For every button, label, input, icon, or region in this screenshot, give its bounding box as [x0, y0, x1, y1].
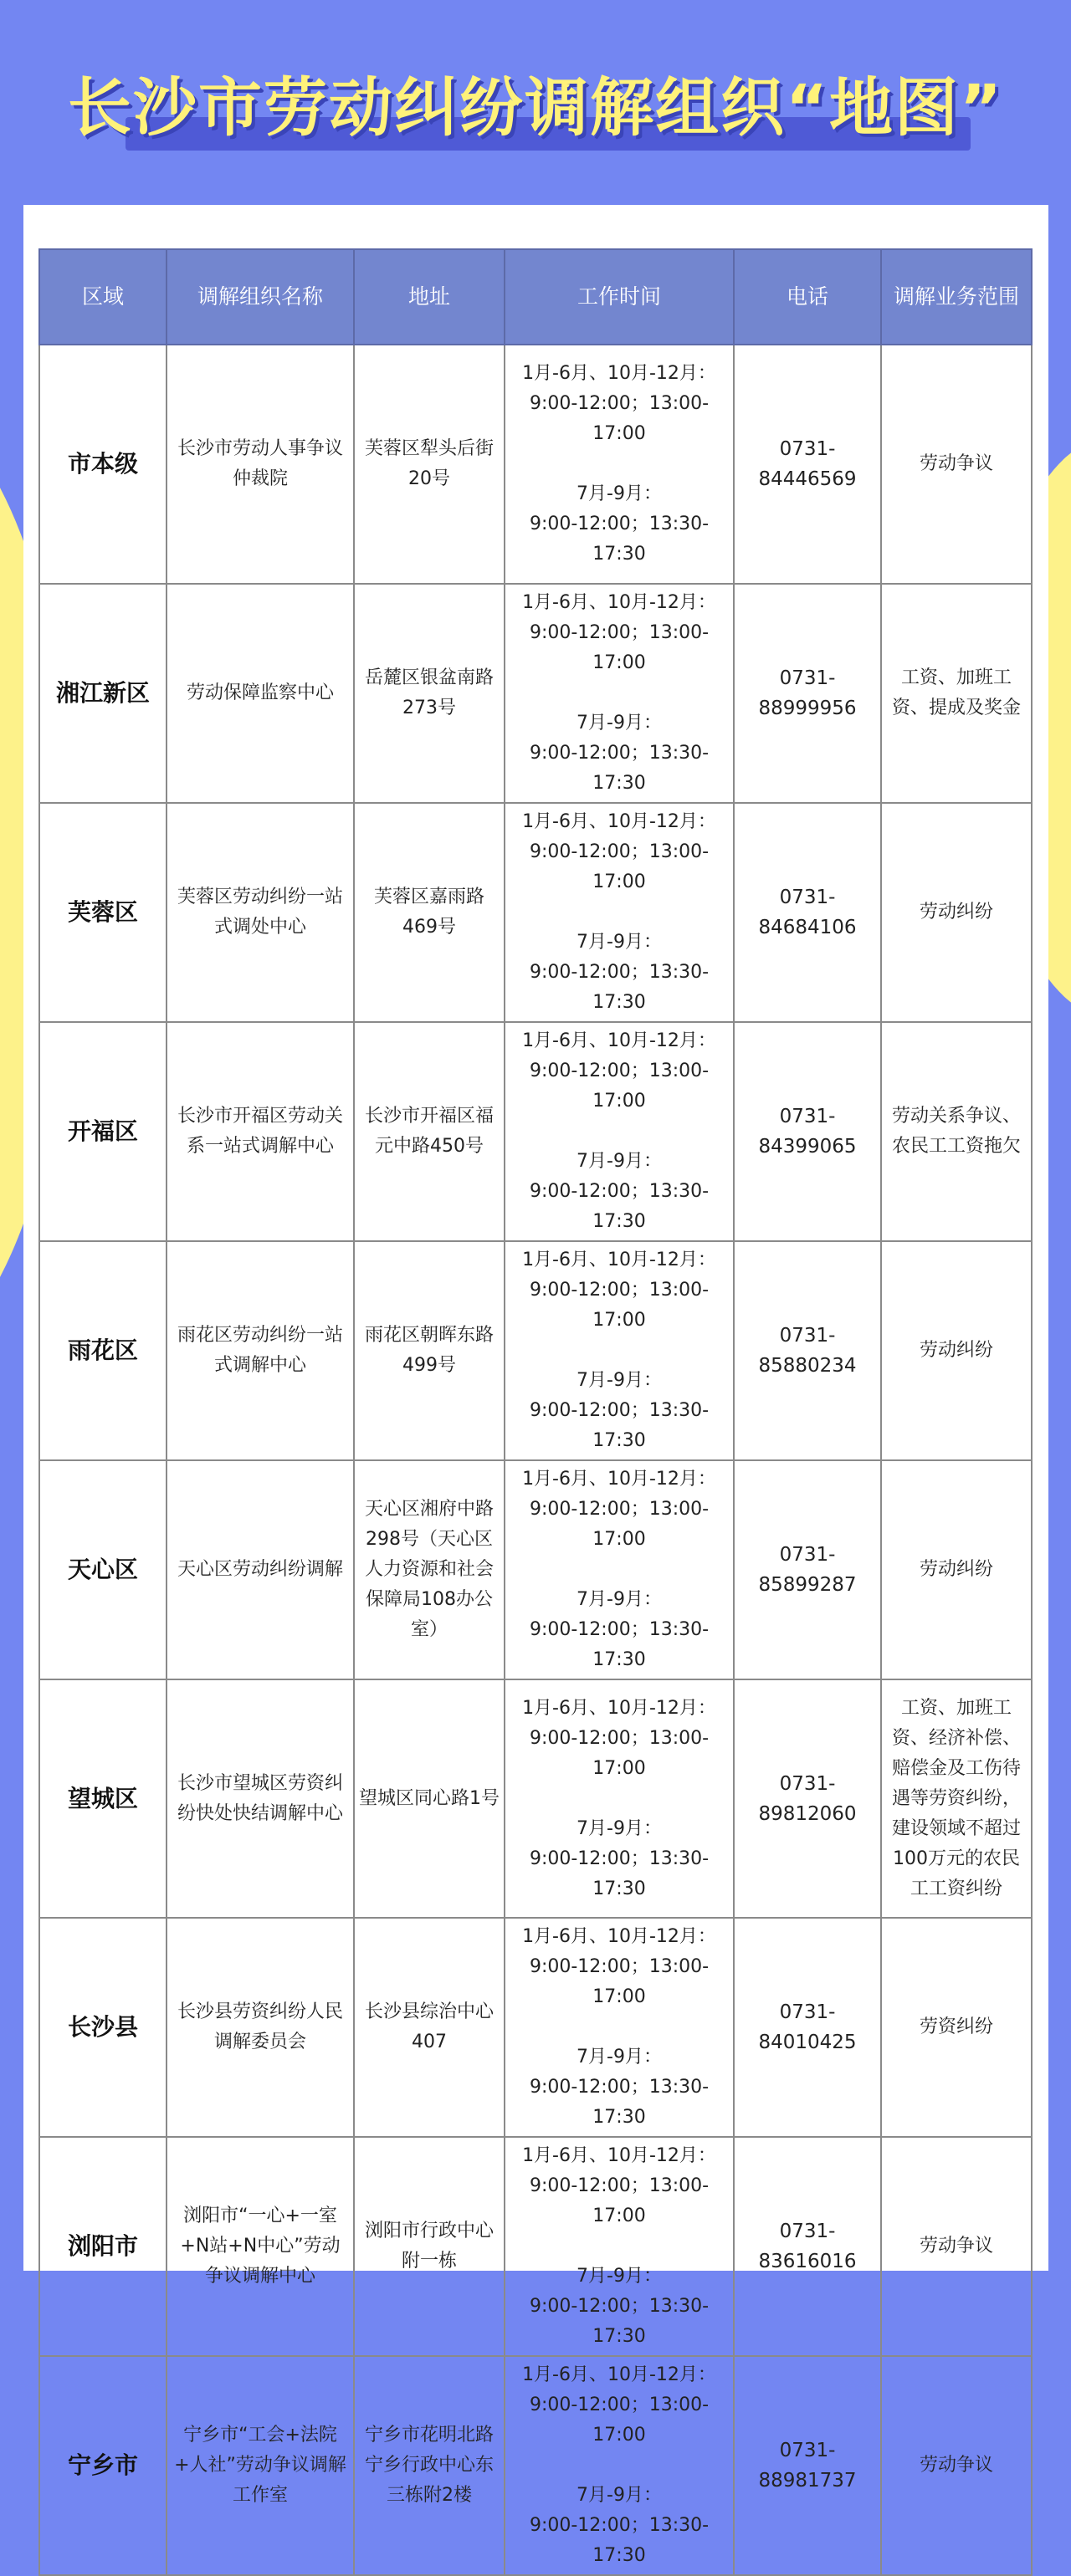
- cell-scope: 劳动关系争议、农民工工资拖欠: [881, 1022, 1032, 1241]
- cell-region: 湘江新区: [39, 584, 167, 803]
- hours-period-2-time: 9:00-12:00；13:30-17:30: [529, 1181, 710, 1232]
- cell-phone: 0731-84446569: [734, 345, 881, 584]
- hours-period-2-time: 9:00-12:00；13:30-17:30: [529, 743, 710, 794]
- table-row: [39, 1022, 1032, 1241]
- header-region: 区域: [39, 249, 167, 345]
- cell-address: 芙蓉区嘉雨路469号: [354, 803, 505, 1022]
- hours-period-1-time: 9:00-12:00；13:00-17:00: [529, 2395, 710, 2446]
- cell-phone: 0731-89812060: [734, 1679, 881, 1918]
- cell-hours: [505, 1460, 734, 1679]
- cell-phone: 0731-84399065: [734, 1022, 881, 1241]
- cell-phone: 0731-85899287: [734, 1460, 881, 1679]
- hours-period-1-label: 1月-6月、10月-12月：: [522, 1250, 716, 1270]
- hours-period-2-label: 7月-9月：: [576, 483, 662, 504]
- cell-hours: [505, 1022, 734, 1241]
- hours-period-1-label: 1月-6月、10月-12月：: [522, 2145, 716, 2166]
- cell-phone: 0731-84010425: [734, 1918, 881, 2137]
- hours-period-2-time: 9:00-12:00；13:30-17:30: [529, 1400, 710, 1451]
- table-header-row: [39, 249, 1032, 345]
- hours-period-2-time: 9:00-12:00；13:30-17:30: [529, 514, 710, 565]
- cell-hours: [505, 803, 734, 1022]
- hours-period-1-label: 1月-6月、10月-12月：: [522, 363, 716, 384]
- table-row: [39, 803, 1032, 1022]
- cell-scope: 劳动争议: [881, 345, 1032, 584]
- hours-period-1-time: 9:00-12:00；13:00-17:00: [529, 1956, 710, 2007]
- cell-org-name: 天心区劳动纠纷调解: [167, 1460, 354, 1679]
- cell-address: 岳麓区银盆南路273号: [354, 584, 505, 803]
- cell-hours: [505, 1679, 734, 1918]
- cell-org-name: 长沙县劳资纠纷人民调解委员会: [167, 1918, 354, 2137]
- cell-hours: [505, 1241, 734, 1460]
- cell-scope: 劳资纠纷: [881, 1918, 1032, 2137]
- table-row: [39, 2356, 1032, 2575]
- cell-scope: 工资、加班工资、经济补偿、赔偿金及工伤待遇等劳资纠纷，建设领域不超过100万元的农民工工资纠纷: [881, 1679, 1032, 1918]
- header-phone: 电话: [734, 249, 881, 345]
- hours-period-1-label: 1月-6月、10月-12月：: [522, 592, 716, 613]
- table-row: [39, 1679, 1032, 1918]
- cell-scope: 劳动纠纷: [881, 1241, 1032, 1460]
- table-row: [39, 1918, 1032, 2137]
- hours-period-1-time: 9:00-12:00；13:00-17:00: [529, 1061, 710, 1112]
- hours-period-2-label: 7月-9月：: [576, 1370, 662, 1391]
- page-title: 长沙市劳动纠纷调解组织“地图”: [68, 70, 1003, 145]
- hours-period-1-time: 9:00-12:00；13:00-17:00: [529, 1280, 710, 1331]
- content-panel: [23, 205, 1048, 2566]
- mediation-org-table: [38, 248, 1033, 2576]
- cell-region: 芙蓉区: [39, 803, 167, 1022]
- table-row: [39, 1460, 1032, 1679]
- hours-period-2-time: 9:00-12:00；13:30-17:30: [529, 1619, 710, 1670]
- cell-scope: 劳动纠纷: [881, 1460, 1032, 1679]
- table-row: [39, 1241, 1032, 1460]
- cell-scope: 劳动争议: [881, 2137, 1032, 2356]
- cell-hours: [505, 584, 734, 803]
- cell-phone: 0731-85880234: [734, 1241, 881, 1460]
- cell-scope: 劳动纠纷: [881, 803, 1032, 1022]
- hours-period-2-label: 7月-9月：: [576, 1589, 662, 1610]
- header-hours: 工作时间: [505, 249, 734, 345]
- cell-hours: [505, 345, 734, 584]
- cell-region: 开福区: [39, 1022, 167, 1241]
- cell-phone: 0731-84684106: [734, 803, 881, 1022]
- cell-region: 长沙县: [39, 1918, 167, 2137]
- hours-period-1-label: 1月-6月、10月-12月：: [522, 2364, 716, 2385]
- cell-region: 市本级: [39, 345, 167, 584]
- cell-org-name: 宁乡市“工会+法院+人社”劳动争议调解工作室: [167, 2356, 354, 2575]
- cell-org-name: 长沙市劳动人事争议仲裁院: [167, 345, 354, 584]
- cell-region: 宁乡市: [39, 2356, 167, 2575]
- hours-period-2-label: 7月-9月：: [576, 2047, 662, 2067]
- cell-region: 天心区: [39, 1460, 167, 1679]
- hours-period-2-label: 7月-9月：: [576, 1817, 662, 1839]
- header-org-name: 调解组织名称: [167, 249, 354, 345]
- cell-address: 天心区湘府中路298号（天心区人力资源和社会保障局108办公室）: [354, 1460, 505, 1679]
- cell-org-name: 长沙市望城区劳资纠纷快处快结调解中心: [167, 1679, 354, 1918]
- cell-region: 浏阳市: [39, 2137, 167, 2356]
- cell-hours: [505, 2137, 734, 2356]
- cell-address: 浏阳市行政中心附一栋: [354, 2137, 505, 2356]
- cell-address: 芙蓉区犁头后街20号: [354, 345, 505, 584]
- hours-period-1-label: 1月-6月、10月-12月：: [522, 1697, 716, 1719]
- cell-address: 长沙县综治中心407: [354, 1918, 505, 2137]
- hours-period-2-time: 9:00-12:00；13:30-17:30: [529, 962, 710, 1013]
- cell-phone: 0731-83616016: [734, 2137, 881, 2356]
- header-address: 地址: [354, 249, 505, 345]
- hours-period-1-time: 9:00-12:00；13:00-17:00: [529, 622, 710, 673]
- cell-org-name: 长沙市开福区劳动关系一站式调解中心: [167, 1022, 354, 1241]
- hours-period-2-time: 9:00-12:00；13:30-17:30: [529, 2515, 710, 2566]
- hours-period-1-label: 1月-6月、10月-12月：: [522, 1926, 716, 1947]
- hours-period-2-label: 7月-9月：: [576, 932, 662, 953]
- hours-period-2-label: 7月-9月：: [576, 2266, 662, 2287]
- hours-period-1-label: 1月-6月、10月-12月：: [522, 1030, 716, 1051]
- hours-period-2-time: 9:00-12:00；13:30-17:30: [529, 2296, 710, 2347]
- hours-period-1-label: 1月-6月、10月-12月：: [522, 811, 716, 832]
- cell-hours: [505, 2356, 734, 2575]
- cell-address: 宁乡市花明北路宁乡行政中心东三栋附2楼: [354, 2356, 505, 2575]
- cell-region: 望城区: [39, 1679, 167, 1918]
- hours-period-2-label: 7月-9月：: [576, 1151, 662, 1172]
- title-banner: [0, 33, 1071, 176]
- table-row: [39, 2137, 1032, 2356]
- hours-period-1-time: 9:00-12:00；13:00-17:00: [529, 2175, 710, 2226]
- hours-period-1-time: 9:00-12:00；13:00-17:00: [529, 1499, 710, 1550]
- hours-period-2-time: 9:00-12:00；13:30-17:30: [529, 1848, 710, 1899]
- table-row: [39, 584, 1032, 803]
- cell-org-name: 浏阳市“一心+一室+N站+N中心”劳动争议调解中心: [167, 2137, 354, 2356]
- cell-address: 雨花区朝晖东路499号: [354, 1241, 505, 1460]
- hours-period-1-time: 9:00-12:00；13:00-17:00: [529, 841, 710, 892]
- cell-scope: 工资、加班工资、提成及奖金: [881, 584, 1032, 803]
- hours-period-2-label: 7月-9月：: [576, 713, 662, 733]
- cell-address: 长沙市开福区福元中路450号: [354, 1022, 505, 1241]
- cell-phone: 0731-88999956: [734, 584, 881, 803]
- hours-period-1-label: 1月-6月、10月-12月：: [522, 1469, 716, 1490]
- table-row: [39, 345, 1032, 584]
- cell-org-name: 雨花区劳动纠纷一站式调解中心: [167, 1241, 354, 1460]
- cell-hours: [505, 1918, 734, 2137]
- cell-org-name: 劳动保障监察中心: [167, 584, 354, 803]
- cell-org-name: 芙蓉区劳动纠纷一站式调处中心: [167, 803, 354, 1022]
- cell-phone: 0731-88981737: [734, 2356, 881, 2575]
- header-scope: 调解业务范围: [881, 249, 1032, 345]
- hours-period-2-label: 7月-9月：: [576, 2485, 662, 2506]
- cell-region: 雨花区: [39, 1241, 167, 1460]
- hours-period-1-time: 9:00-12:00；13:00-17:00: [529, 393, 710, 444]
- cell-scope: 劳动争议: [881, 2356, 1032, 2575]
- hours-period-2-time: 9:00-12:00；13:30-17:30: [529, 2077, 710, 2128]
- hours-period-1-time: 9:00-12:00；13:00-17:00: [529, 1727, 710, 1779]
- cell-address: 望城区同心路1号: [354, 1679, 505, 1918]
